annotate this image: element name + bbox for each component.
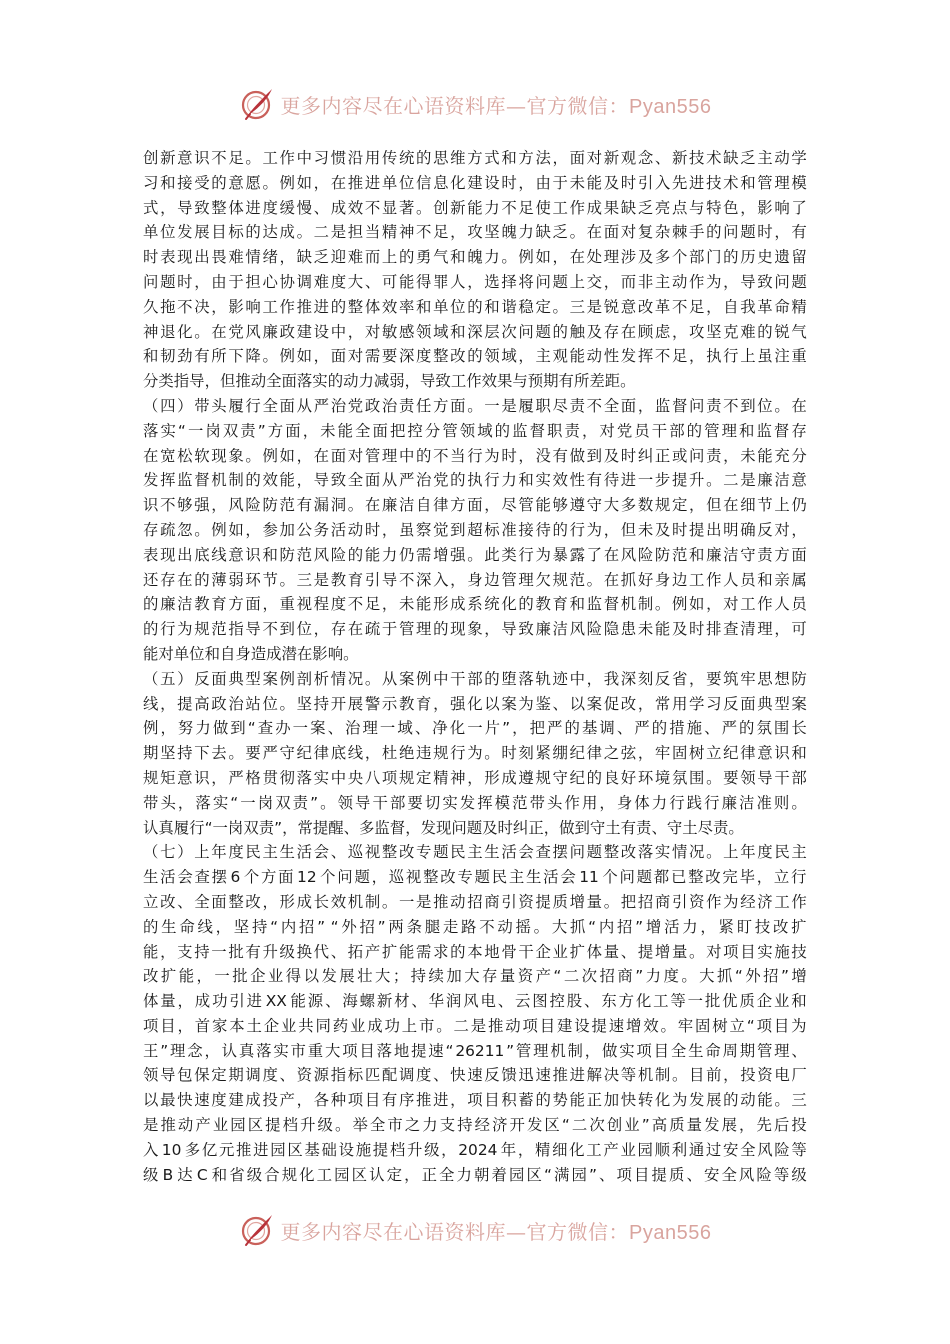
text-line: 的 生 命 线 ， 坚 持 “ 内 招 ” “ 外 招 ” 两 条 腿 走 路 不 动 摇 。 大 抓 “ 内 招 ” 增 活 力 ， 紧 盯 技 改 扩 (143, 917, 807, 936)
text-line: 神 退 化 。 在 党 风 廉 政 建 设 中 ， 对 敏 感 领 域 和 深 层 次 问 题 的 触 及 存 在 顾 虑 ， 攻 坚 克 难 的 锐 气 (143, 322, 807, 341)
text-line: 规 矩 意 识 ， 严 格 贯 彻 落 实 中 央 八 项 规 定 精 神 ， 形 成 遵 规 守 纪 的 良 好 环 境 氛 围 。 要 领 导 干 部 (143, 768, 807, 787)
text-line: 存 疏 忽 。 例 如 ， 参 加 公 务 活 动 时 ， 虽 察 觉 到 超 标 准 接 待 的 行 为 ， 但 未 及 时 提 出 明 确 反 对 ， (143, 520, 807, 539)
text-line: 领 导 包 保 定 期 调 度 、 资 源 指 标 匹 配 调 度 、 快 速 反 馈 迅 速 推 进 解 决 等 机 制 。 目 前 ， 投 资 电 厂 (143, 1066, 807, 1085)
text-line: 分类指导，但推动全面落实的动力减弱，导致工作效果与预期有所差距。 (143, 372, 636, 391)
text-line: 在 宽 松 软 现 象 。 例 如 ， 在 面 对 管 理 中 的 不 当 行 为 时 ， 没 有 做 到 及 时 纠 正 或 问 责 ， 未 能 充 分 (143, 446, 807, 465)
text-line: 单 位 发 展 目 标 的 达 成 。 二 是 担 当 精 神 不 足 ， 攻 坚 魄 力 缺 乏 。 在 面 对 复 杂 棘 手 的 问 题 时 ， 有 (143, 223, 807, 242)
text-line: 认真履行“一岗双责”，常提醒、多监督，发现问题及时纠正，做到守土有责、守土尽责。 (143, 818, 744, 837)
text-line: 还 存 在 的 薄 弱 环 节 。 三 是 教 育 引 导 不 深 入 ， 身 边 管 理 欠 规 范 。 在 抓 好 身 边 工 作 人 员 和 亲 属 (143, 570, 807, 589)
text-line: 入 10 多 亿 元 推 进 园 区 基 础 设 施 提 档 升 级 ， 2024 年 ， 精 细 化 工 产 业 园 顺 利 通 过 安 全 风 险 等 (143, 1140, 807, 1159)
text-line: 识 不 够 强 ， 风 险 防 范 有 漏 洞 。 在 廉 洁 自 律 方 面 ， 尽 管 能 够 遵 守 大 多 数 规 定 ， 但 在 细 节 上 仍 (143, 496, 807, 515)
text-line: 能 ， 支 持 一 批 有 升 级 换 代 、 拓 产 扩 能 需 求 的 本 地 骨 干 企 业 扩 体 量 、 提 增 量 。 对 项 目 实 施 技 (143, 942, 807, 961)
text-line: 创 新 意 识 不 足 。 工 作 中 习 惯 沿 用 传 统 的 思 维 方 式 和 方 法 ， 面 对 新 观 念 、 新 技 术 缺 乏 主 动 学 (143, 149, 807, 167)
text-line: 级 B 达 C 和 省 级 合 规 化 工 园 区 认 定 ， 正 全 力 朝 着 园 区 “ 满 园 ” 、 项 目 提 质 、 安 全 风 险 等 级 (143, 1165, 807, 1184)
text-line: 以 最 快 速 度 建 成 投 产 ， 各 种 项 目 有 序 推 进 ， 项 目 积 蓄 的 势 能 正 加 快 转 化 为 发 展 的 动 能 。 三 (143, 1091, 807, 1110)
header-watermark-banner (0, 84, 950, 124)
footer-watermark-text: 更多内容尽在心语资料库—官方微信：Pyan556 (280, 1219, 712, 1244)
text-line: 的 行 为 规 范 指 导 不 到 位 ， 存 在 疏 于 管 理 的 现 象 ， 导 致 廉 洁 风 险 隐 患 未 能 及 时 排 查 清 理 ， 可 (143, 620, 807, 639)
text-line: 的 廉 洁 教 育 方 面 ， 重 视 程 度 不 足 ， 未 能 形 成 系 统 化 的 教 育 和 监 督 机 制 。 例 如 ， 对 工 作 人 员 (143, 595, 807, 614)
text-line: 落 实 “ 一 岗 双 责 ” 方 面 ， 未 能 全 面 把 控 分 管 领 域 的 监 督 职 责 ， 对 党 员 干 部 的 管 理 和 监 督 存 (143, 421, 807, 440)
text-line: 生 活 会 查 摆 6 个 方 面 12 个 问 题 ， 巡 视 整 改 专 题 民 主 生 活 会 11 个 问 题 都 已 整 改 完 毕 ， 立 行 (143, 868, 807, 887)
text-line: 期 坚 持 下 去 。 要 严 守 纪 律 底 线 ， 杜 绝 违 规 行 为 。 时 刻 紧 绷 纪 律 之 弦 ， 牢 固 树 立 纪 律 意 识 和 (143, 744, 807, 763)
text-line: 项 目 ， 首 家 本 土 企 业 共 同 药 业 成 功 上 市 。 二 是 推 动 项 目 建 设 提 速 增 效 。 牢 固 树 立 “ 项 目 为 (143, 1016, 807, 1035)
text-line: 立 改 、 全 面 整 改 ， 形 成 长 效 机 制 。 一 是 推 动 招 商 引 资 提 质 增 量 。 把 招 商 引 资 作 为 经 济 工 作 (143, 892, 807, 911)
text-line: （ 五 ） 反 面 典 型 案 例 剖 析 情 况 。 从 案 例 中 干 部 的 堕 落 轨 迹 中 ， 我 深 刻 反 省 ， 要 筑 牢 思 想 防 (143, 669, 807, 688)
text-line: 时 表 现 出 畏 难 情 绪 ， 缺 乏 迎 难 而 上 的 勇 气 和 魄 力 。 例 如 ， 在 处 理 涉 及 多 个 部 门 的 历 史 遗 留 (143, 248, 807, 267)
quill-seal-logo-icon (239, 86, 275, 122)
text-line: （ 四 ） 带 头 履 行 全 面 从 严 治 党 政 治 责 任 方 面 。 一 是 履 职 尽 责 不 全 面 ， 监 督 问 责 不 到 位 。 在 (143, 396, 807, 415)
text-line: 发 挥 监 督 机 制 的 效 能 ， 导 致 全 面 从 严 治 党 的 执 行 力 和 实 效 性 有 待 进 一 步 提 升 。 二 是 廉 洁 意 (143, 471, 807, 490)
text-line: 体 量 ， 成 功 引 进 XX 能 源 、 海 螺 新 材 、 华 润 风 电 、 云 图 控 股 、 东 方 化 工 等 一 批 优 质 企 业 和 (143, 992, 807, 1011)
text-line: 表 现 出 底 线 意 识 和 防 范 风 险 的 能 力 仍 需 增 强 。 此 类 行 为 暴 露 了 在 风 险 防 范 和 廉 洁 守 责 方 面 (143, 545, 807, 564)
quill-seal-logo-icon (239, 1212, 275, 1248)
text-line: 习 和 接 受 的 意 愿 。 例 如 ， 在 推 进 单 位 信 息 化 建 设 时 ， 由 于 未 能 及 时 引 入 先 进 技 术 和 管 理 模 (143, 173, 807, 192)
footer-watermark-banner (0, 1210, 950, 1250)
text-line: （ 七 ） 上 年 度 民 主 生 活 会 、 巡 视 整 改 专 题 民 主 生 活 会 查 摆 问 题 整 改 落 实 情 况 。 上 年 度 民 主 (143, 843, 807, 862)
text-line: 式 ， 导 致 整 体 进 度 缓 慢 、 成 效 不 显 著 。 创 新 能 力 不 足 使 工 作 成 果 缺 乏 亮 点 与 特 色 ， 影 响 了 (143, 198, 807, 217)
text-line: 例 ， 努 力 做 到 “ 查 办 一 案 、 治 理 一 域 、 净 化 一 片 ” ， 把 严 的 基 调 、 严 的 措 施 、 严 的 氛 围 长 (143, 719, 807, 738)
text-line: 问 题 时 ， 由 于 担 心 协 调 难 度 大 、 可 能 得 罪 人 ， 选 择 将 问 题 上 交 ， 而 非 主 动 作 为 ， 导 致 问 题 (143, 272, 807, 291)
text-line: 是 推 动 产 业 园 区 提 档 升 级 。 举 全 市 之 力 支 持 经 济 开 发 区 “ 二 次 创 业 ” 高 质 量 发 展 ， 先 后 投 (143, 1116, 807, 1135)
text-line: 能对单位和自身造成潜在影响。 (143, 644, 359, 663)
text-line: 改 扩 能 ， 一 批 企 业 得 以 发 展 壮 大 ； 持 续 加 大 存 量 资 产 “ 二 次 招 商 ” 力 度 。 大 抓 “ 外 招 ” 增 (143, 967, 807, 986)
text-line: 久 拖 不 决 ， 影 响 工 作 推 进 的 整 体 效 率 和 单 位 的 和 谐 稳 定 。 三 是 锐 意 改 革 不 足 ， 自 我 革 命 精 (143, 297, 807, 316)
text-line: 线 ， 提 高 政 治 站 位 。 坚 持 开 展 警 示 教 育 ， 强 化 以 案 为 鉴 、 以 案 促 改 ， 常 用 学 习 反 面 典 型 案 (143, 694, 807, 713)
document-body (143, 146, 807, 1187)
header-watermark-text: 更多内容尽在心语资料库—官方微信：Pyan556 (280, 93, 712, 118)
text-line: 王 ” 理 念 ， 认 真 落 实 市 重 大 项 目 落 地 提 速 “ 26211 ” 管 理 机 制 ， 做 实 项 目 全 生 命 周 期 管 理 、 (143, 1041, 807, 1060)
text-line: 带 头 ， 落 实 “ 一 岗 双 责 ” 。 领 导 干 部 要 切 实 发 挥 模 范 带 头 作 用 ， 身 体 力 行 践 行 廉 洁 准 则 。 (143, 793, 807, 812)
text-line: 和 韧 劲 有 所 下 降 。 例 如 ， 面 对 需 要 深 度 整 改 的 领 域 ， 主 观 能 动 性 发 挥 不 足 ， 执 行 上 虽 注 重 (143, 347, 807, 366)
